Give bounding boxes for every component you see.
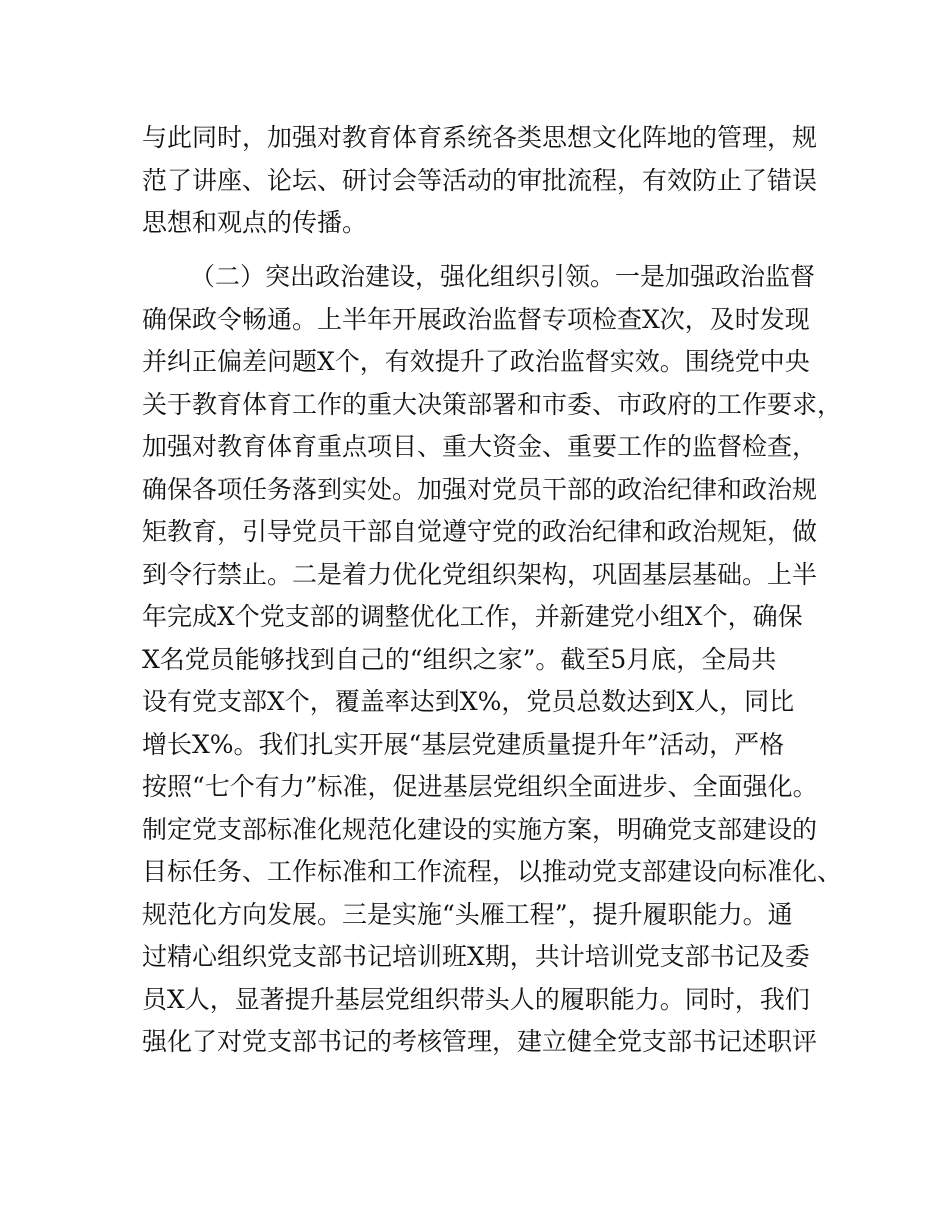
text-line: 强化了对党支部书记的考核管理，建立健全党支部书记述职评 (142, 1027, 818, 1056)
text-line: 与此同时，加强对教育体育系统各类思想文化阵地的管理，规 (142, 123, 818, 152)
text-line: 到令行禁止。二是着力优化党组织架构，巩固基层基础。上半 (142, 560, 818, 589)
text-line: 设有党支部X个，覆盖率达到X%，党员总数达到X人，同比 (142, 687, 795, 716)
text-line: 规范化方向发展。三是实施“头雁工程”，提升履职能力。通 (142, 900, 793, 929)
section-heading-line: （二）突出政治建设，强化组织引领。一是加强政治监督 (190, 262, 816, 291)
text-line: 过精心组织党支部书记培训班X期，共计培训党支部书记及委 (142, 942, 810, 971)
text-line: 范了讲座、论坛、研讨会等活动的审批流程，有效防止了错误 (142, 166, 818, 195)
text-line: 矩教育，引导党员干部自觉遵守党的政治纪律和政治规矩，做 (142, 517, 818, 546)
text-line: 增长X%。我们扎实开展“基层党建质量提升年”活动，严格 (142, 730, 785, 759)
text-line: 员X人，显著提升基层党组织带头人的履职能力。同时，我们 (142, 985, 810, 1014)
text-line: 目标任务、工作标准和工作流程，以推动党支部建设向标准化、 (142, 857, 843, 886)
text-line: 确保政令畅通。上半年开展政治监督专项检查X次，及时发现 (142, 305, 810, 334)
text-line: 并纠正偏差问题X个，有效提升了政治监督实效。围绕党中央 (142, 347, 810, 376)
text-line: X名党员能够找到自己的“组织之家”。截至5月底，全局共 (142, 645, 777, 674)
text-line: 关于教育体育工作的重大决策部署和市委、市政府的工作要求， (142, 390, 843, 419)
text-line: 确保各项任务落到实处。加强对党员干部的政治纪律和政治规 (142, 475, 818, 504)
text-line: 制定党支部标准化规范化建设的实施方案，明确党支部建设的 (142, 815, 818, 844)
text-line: 加强对教育体育重点项目、重大资金、重要工作的监督检查， (142, 432, 818, 461)
text-line: 年完成X个党支部的调整优化工作，并新建党小组X个，确保 (142, 602, 803, 631)
text-line: 按照“七个有力”标准，促进基层党组织全面进步、全面强化。 (142, 772, 818, 801)
text-line: 思想和观点的传播。 (142, 208, 368, 237)
